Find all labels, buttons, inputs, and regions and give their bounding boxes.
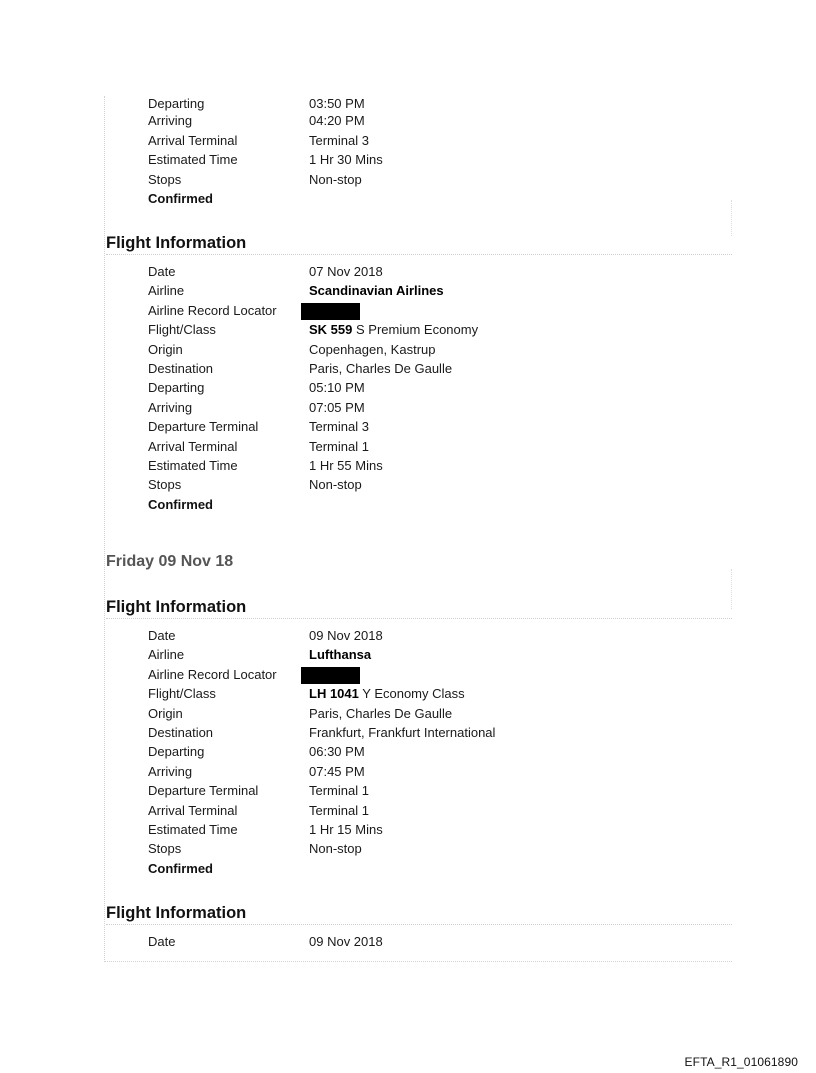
detail-row bbox=[148, 340, 748, 359]
detail-row bbox=[148, 762, 748, 781]
frame-border-bottom bbox=[104, 961, 732, 962]
booking-status: Confirmed bbox=[148, 860, 213, 876]
date-value: 09 Nov 2018 bbox=[309, 934, 383, 949]
detail-label: Estimated Time bbox=[148, 457, 238, 473]
date-value: 07 Nov 2018 bbox=[309, 264, 383, 279]
section-title: Flight Information bbox=[106, 904, 247, 922]
detail-row bbox=[148, 170, 748, 189]
detail-label: Stops bbox=[148, 841, 182, 857]
detail-row bbox=[148, 626, 748, 645]
detail-row bbox=[148, 781, 748, 800]
detail-label: Stops bbox=[148, 171, 182, 187]
flight-class-label: Flight/Class bbox=[148, 686, 216, 702]
date-value: 09 Nov 2018 bbox=[309, 628, 383, 643]
status-row bbox=[148, 189, 748, 208]
flight-class-value bbox=[309, 684, 465, 703]
detail-label: Origin bbox=[148, 705, 183, 721]
detail-row bbox=[148, 839, 748, 858]
status-row bbox=[148, 495, 748, 514]
detail-value: Non-stop bbox=[309, 841, 362, 857]
detail-row bbox=[148, 262, 748, 281]
record-locator-value bbox=[309, 665, 360, 684]
airline-value: Lufthansa bbox=[309, 647, 372, 663]
detail-label: Estimated Time bbox=[148, 152, 238, 168]
detail-value: 04:20 PM bbox=[309, 113, 365, 129]
flight-class-label: Flight/Class bbox=[148, 322, 216, 338]
detail-label: Estimated Time bbox=[148, 821, 238, 837]
detail-row bbox=[148, 281, 748, 300]
detail-value: Terminal 3 bbox=[309, 132, 369, 148]
detail-value: Paris, Charles De Gaulle bbox=[309, 705, 453, 721]
section-title: Flight Information bbox=[106, 598, 247, 616]
detail-label: Arrival Terminal bbox=[148, 438, 238, 454]
detail-label: Departure Terminal bbox=[148, 783, 259, 799]
status-row bbox=[148, 859, 748, 878]
flight-information-header bbox=[106, 903, 732, 925]
detail-value: 1 Hr 30 Mins bbox=[309, 152, 383, 168]
detail-label: Origin bbox=[148, 341, 183, 357]
detail-value: 07:05 PM bbox=[309, 399, 365, 415]
detail-value: Terminal 1 bbox=[309, 802, 369, 818]
detail-row bbox=[148, 801, 748, 820]
detail-row bbox=[148, 437, 748, 456]
detail-row bbox=[148, 111, 748, 130]
date-label: Date bbox=[148, 628, 176, 643]
detail-row bbox=[148, 301, 748, 320]
date-label: Date bbox=[148, 264, 176, 279]
detail-value: Terminal 3 bbox=[309, 419, 369, 435]
flight-details bbox=[148, 626, 748, 878]
flight-information-header bbox=[106, 597, 732, 619]
detail-value: 1 Hr 15 Mins bbox=[309, 821, 383, 837]
airline-value: Scandinavian Airlines bbox=[309, 283, 444, 299]
detail-value: Frankfurt, Frankfurt International bbox=[309, 724, 496, 740]
detail-row bbox=[148, 359, 748, 378]
day-header: Friday 09 Nov 18 bbox=[106, 553, 234, 570]
detail-label: Arriving bbox=[148, 763, 193, 779]
redaction-box bbox=[301, 303, 360, 320]
record-locator-value bbox=[309, 301, 360, 320]
detail-value: Paris, Charles De Gaulle bbox=[309, 360, 453, 376]
detail-row bbox=[148, 820, 748, 839]
detail-value: 1 Hr 55 Mins bbox=[309, 457, 383, 473]
detail-row bbox=[148, 378, 748, 397]
detail-value: 05:10 PM bbox=[309, 380, 365, 396]
airline-label: Airline bbox=[148, 647, 185, 663]
detail-row bbox=[148, 475, 748, 494]
airline-label: Airline bbox=[148, 283, 185, 299]
frame-border-left bbox=[104, 96, 105, 962]
detail-label: Departing bbox=[148, 96, 205, 111]
detail-row bbox=[148, 684, 748, 703]
section-title: Flight Information bbox=[106, 234, 247, 252]
flight-information-header bbox=[106, 233, 732, 255]
detail-value: Non-stop bbox=[309, 477, 362, 493]
document-id: EFTA_R1_01061890 bbox=[684, 1055, 798, 1069]
detail-label: Departure Terminal bbox=[148, 419, 259, 435]
cabin-class: Y Economy Class bbox=[362, 686, 465, 702]
record-locator-label: Airline Record Locator bbox=[148, 302, 277, 318]
detail-row bbox=[148, 645, 748, 664]
detail-label: Arrival Terminal bbox=[148, 132, 238, 148]
flight-details bbox=[148, 262, 748, 514]
detail-row bbox=[148, 150, 748, 169]
flight-number: LH 1041 bbox=[309, 686, 359, 702]
detail-row bbox=[148, 456, 748, 475]
detail-row bbox=[148, 665, 748, 684]
detail-row bbox=[148, 742, 748, 761]
cabin-class: S Premium Economy bbox=[356, 322, 479, 338]
record-locator-label: Airline Record Locator bbox=[148, 666, 277, 682]
flight-details bbox=[148, 932, 748, 951]
booking-status: Confirmed bbox=[148, 496, 213, 512]
segment-continued-details bbox=[148, 94, 748, 208]
detail-label: Destination bbox=[148, 360, 214, 376]
detail-row bbox=[148, 704, 748, 723]
detail-row bbox=[148, 417, 748, 436]
detail-label: Stops bbox=[148, 477, 182, 493]
detail-row bbox=[148, 398, 748, 417]
detail-value: Terminal 1 bbox=[309, 438, 369, 454]
detail-row bbox=[148, 723, 748, 742]
detail-value: 03:50 PM bbox=[309, 96, 365, 111]
detail-row bbox=[148, 932, 748, 951]
detail-label: Arriving bbox=[148, 113, 193, 129]
flight-number: SK 559 bbox=[309, 322, 353, 338]
detail-value: 06:30 PM bbox=[309, 744, 365, 760]
detail-row bbox=[148, 320, 748, 339]
detail-row bbox=[148, 131, 748, 150]
detail-value: Copenhagen, Kastrup bbox=[309, 341, 436, 357]
detail-label: Departing bbox=[148, 744, 205, 760]
date-label: Date bbox=[148, 934, 176, 949]
detail-label: Arrival Terminal bbox=[148, 802, 238, 818]
detail-label: Departing bbox=[148, 380, 205, 396]
redaction-box bbox=[301, 667, 360, 684]
detail-label: Destination bbox=[148, 724, 214, 740]
detail-value: Non-stop bbox=[309, 171, 362, 187]
flight-class-value bbox=[309, 320, 478, 339]
detail-value: 07:45 PM bbox=[309, 763, 365, 779]
detail-label: Arriving bbox=[148, 399, 193, 415]
detail-value: Terminal 1 bbox=[309, 783, 369, 799]
booking-status: Confirmed bbox=[148, 190, 213, 206]
